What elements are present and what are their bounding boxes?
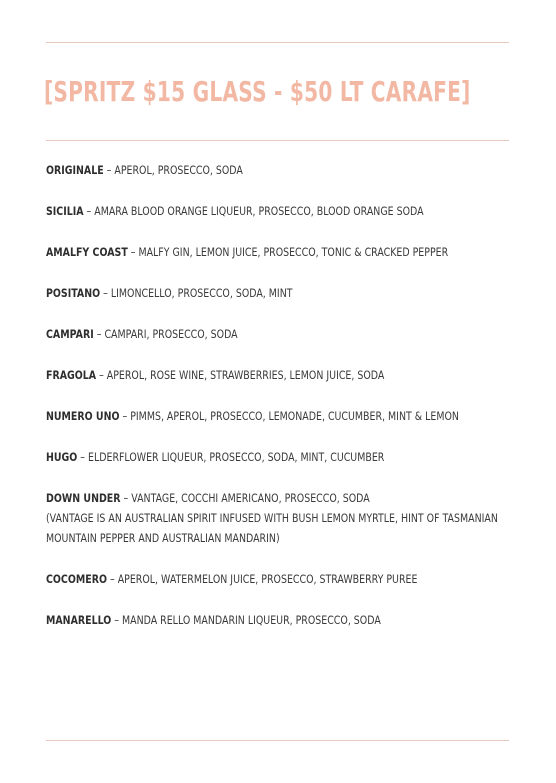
item-description: APEROL, ROSE WINE, STRAWBERRIES, LEMON JUICE, SODA	[106, 368, 385, 382]
spritz-menu-list	[46, 160, 509, 651]
item-description: ELDERFLOWER LIQUEUR, PROSECCO, SODA, MINT, CUCUMBER	[88, 450, 385, 464]
item-description: LIMONCELLO, PROSECCO, SODA, MINT	[110, 286, 293, 300]
item-name: COCOMERO	[46, 572, 107, 586]
item-description: CAMPARI, PROSECCO, SODA	[104, 327, 238, 341]
item-name: DOWN UNDER	[46, 491, 121, 505]
item-name: MANARELLO	[46, 613, 112, 627]
item-dash: –	[80, 450, 86, 464]
menu-item-hugo	[46, 447, 426, 467]
item-name: CAMPARI	[46, 327, 94, 341]
item-dash: –	[99, 368, 104, 382]
title-divider	[46, 140, 509, 141]
item-description: APEROL, PROSECCO, SODA	[114, 163, 243, 177]
item-dash: –	[106, 163, 112, 177]
menu-item-cocomero	[46, 569, 426, 589]
item-dash: –	[114, 613, 119, 627]
item-dash: –	[96, 327, 102, 341]
item-dash: –	[122, 409, 128, 423]
menu-item-amalfy-coast	[46, 242, 449, 262]
menu-item-sicilia	[46, 201, 426, 221]
item-name: POSITANO	[46, 286, 101, 300]
item-description: AMARA BLOOD ORANGE LIQUEUR, PROSECCO, BLOOD ORANGE SODA	[94, 204, 424, 218]
item-note-line-1: (VANTAGE IS AN AUSTRALIAN SPIRIT INFUSED WITH BUSH LEMON MYRTLE, HINT OF TASMANIAN	[46, 511, 498, 525]
item-name: FRAGOLA	[46, 368, 97, 382]
item-description: VANTAGE, COCCHI AMERICANO, PROSECCO, SODA	[131, 491, 370, 505]
item-description: APEROL, WATERMELON JUICE, PROSECCO, STRAWBERRY PUREE	[117, 572, 418, 586]
item-description: MALFY GIN, LEMON JUICE, PROSECCO, TONIC & CRACKED PEPPER	[138, 245, 449, 259]
item-note-line-2: MOUNTAIN PEPPER AND AUSTRALIAN MANDARIN)	[46, 531, 280, 545]
menu-title: [SPRITZ $15 GLASS - $50 LT CARAFE]	[44, 75, 471, 108]
menu-item-manarello	[46, 610, 426, 630]
item-dash: –	[123, 491, 129, 505]
menu-item-down-under	[46, 488, 498, 548]
item-dash: –	[109, 572, 115, 586]
top-divider	[46, 42, 509, 43]
menu-item-originale	[46, 160, 426, 180]
item-name: AMALFY COAST	[46, 245, 128, 259]
item-name: SICILIA	[46, 204, 84, 218]
item-dash: –	[103, 286, 108, 300]
item-description: PIMMS, APEROL, PROSECCO, LEMONADE, CUCUMBER, MINT & LEMON	[130, 409, 459, 423]
item-name: ORIGINALE	[46, 163, 104, 177]
item-name: HUGO	[46, 450, 78, 464]
item-name: NUMERO UNO	[46, 409, 120, 423]
menu-item-numero-uno	[46, 406, 459, 426]
item-dash: –	[130, 245, 136, 259]
item-dash: –	[86, 204, 92, 218]
item-description: MANDA RELLO MANDARIN LIQUEUR, PROSECCO, SODA	[121, 613, 381, 627]
menu-item-fragola	[46, 365, 426, 385]
bottom-divider	[46, 740, 509, 741]
menu-item-positano	[46, 283, 426, 303]
menu-item-campari	[46, 324, 426, 344]
